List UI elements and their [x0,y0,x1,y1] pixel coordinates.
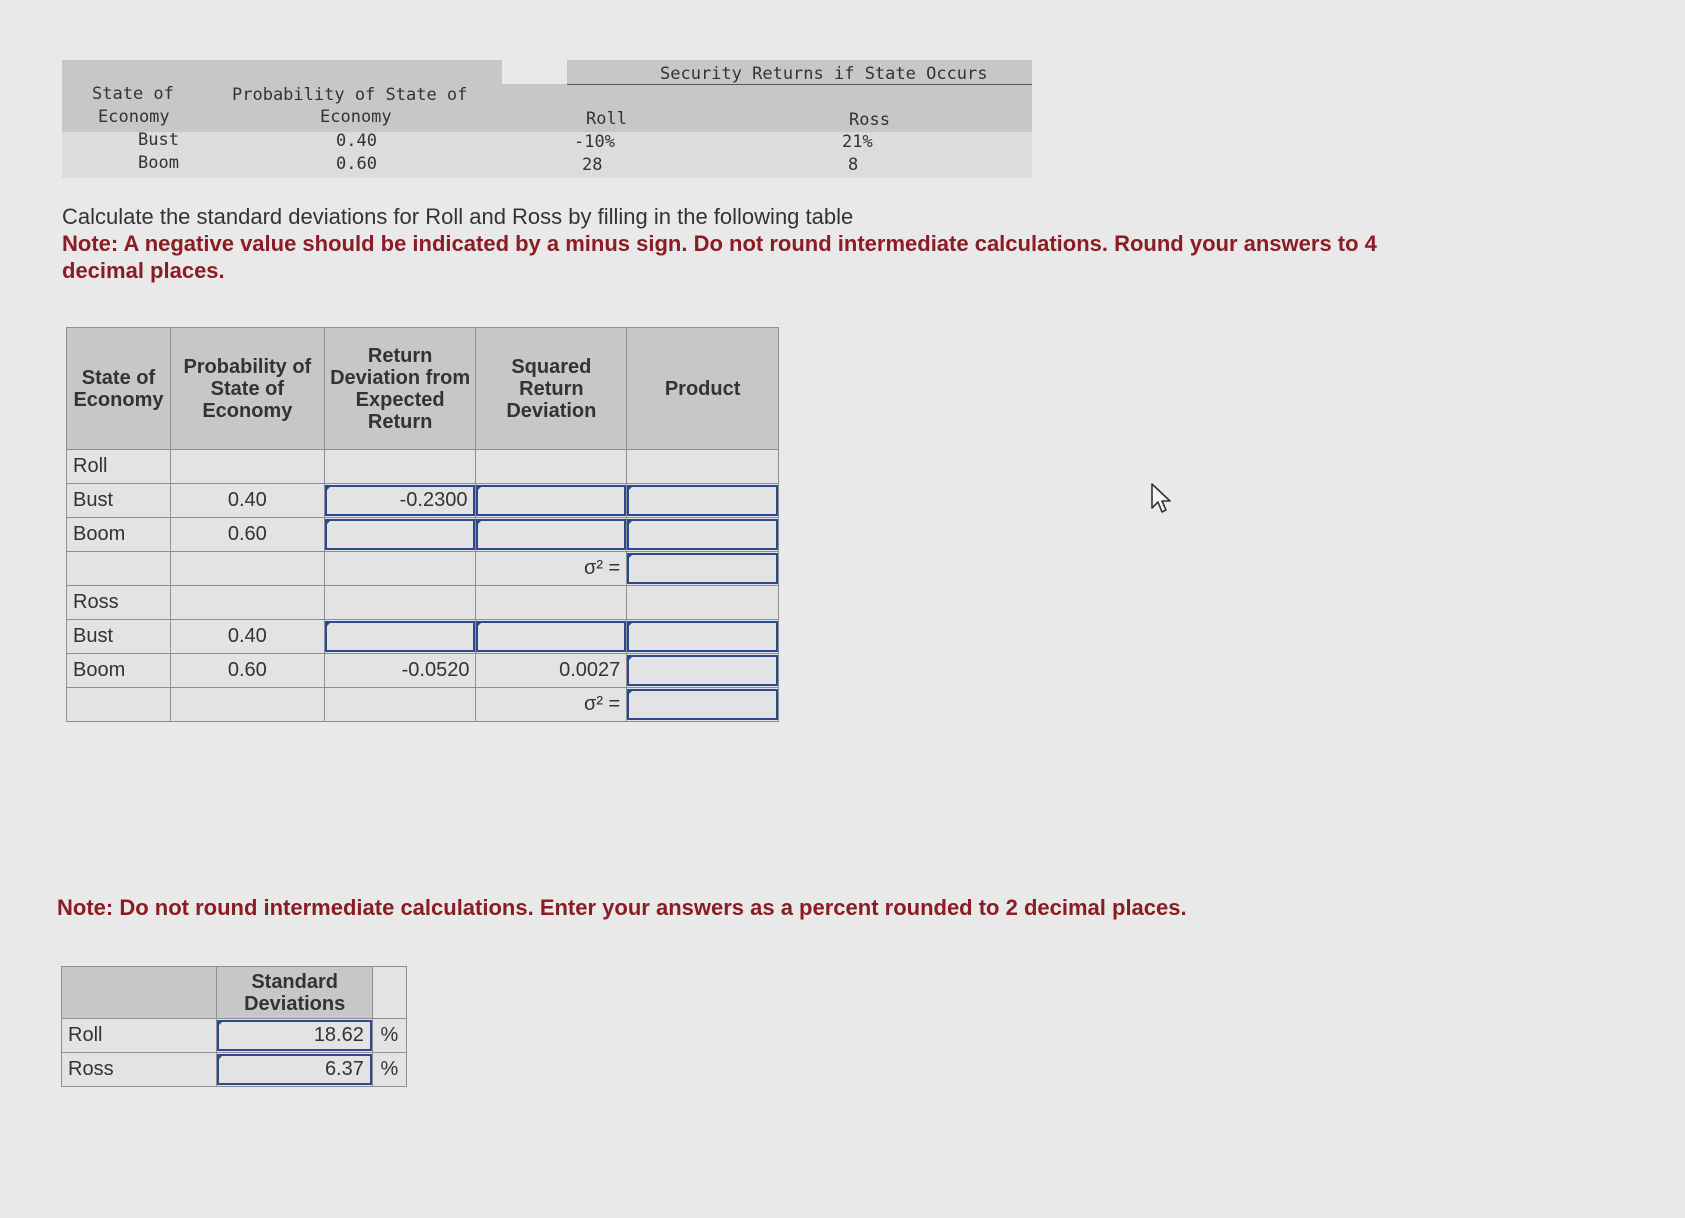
input-marker-icon [628,553,634,559]
header-row [67,328,779,450]
input-marker-icon [326,519,332,525]
std-label-roll: Roll [62,1019,217,1053]
probability-value: 0.60 [170,654,324,688]
variance-label: σ² = [476,552,627,586]
header-state: State of Economy [67,328,171,450]
col-prob-line1: Probability of State of [232,85,468,105]
ross-bust-deviation-input[interactable] [325,621,476,652]
table-row [67,552,779,586]
probability-value: 0.60 [170,518,324,552]
input-marker-icon [477,519,483,525]
section-label-roll: Roll [67,450,171,484]
header-row [62,967,407,1019]
row-roll: 28 [582,155,603,175]
header-probability: Probability of State of Economy [170,328,324,450]
mouse-pointer-icon [1150,482,1174,514]
input-marker-icon [628,485,634,491]
row-state: Boom [138,153,179,173]
col-roll: Roll [586,109,627,129]
ross-boom-product-input[interactable] [627,655,778,686]
row-prob: 0.40 [336,131,377,151]
row-ross: 21% [842,132,873,152]
header-product: Product [627,328,779,450]
table-row [67,620,779,654]
table-row [67,484,779,518]
percent-unit: % [372,1053,406,1087]
table-row [67,586,779,620]
input-marker-icon [628,519,634,525]
state-label: Bust [67,484,171,518]
instructions-note: Note: A negative value should be indicated by a minus sign. Do not round intermediate calculations. Round your answers to 4 decimal places. [62,231,1377,283]
ross-boom-squared-value: 0.0027 [476,654,627,688]
instructions-text: Calculate the standard deviations for Roll and Ross by filling in the following table [62,204,854,229]
row-prob: 0.60 [336,154,377,174]
col-state-line2: Economy [98,107,170,127]
table-row [62,1019,407,1053]
security-returns-header: Security Returns if State Occurs [660,64,988,84]
state-label: Boom [67,518,171,552]
percent-unit: % [372,1019,406,1053]
ross-boom-deviation-value: -0.0520 [324,654,476,688]
ross-bust-squared-input[interactable] [476,621,626,652]
table-row [67,688,779,722]
input-marker-icon [218,1020,224,1026]
header-divider [567,84,1032,85]
state-label: Boom [67,654,171,688]
security-returns-table [62,60,1032,178]
standard-deviation-table [61,966,407,1087]
roll-boom-squared-input[interactable] [476,519,626,550]
instructions [62,203,1462,284]
state-label: Bust [67,620,171,654]
header-standard-deviations: Standard Deviations [217,967,372,1019]
row-state: Bust [138,130,179,150]
input-marker-icon [628,621,634,627]
row-roll: -10% [574,132,615,152]
table-row [67,450,779,484]
roll-bust-deviation-input[interactable] [325,485,476,516]
col-state-line1: State of [92,84,174,104]
header-squared: Squared Return Deviation [476,328,627,450]
roll-std-dev-input[interactable] [217,1020,371,1051]
input-marker-icon [477,621,483,627]
roll-boom-deviation-input[interactable] [325,519,476,550]
ross-std-dev-input[interactable] [217,1054,371,1085]
section-label-ross: Ross [67,586,171,620]
input-marker-icon [326,485,332,491]
input-marker-icon [477,485,483,491]
probability-value: 0.40 [170,484,324,518]
row-ross: 8 [848,155,859,175]
roll-bust-squared-input[interactable] [476,485,626,516]
table-row [67,654,779,688]
variance-table [66,327,779,722]
variance-label: σ² = [476,688,627,722]
table-row [62,1053,407,1087]
input-marker-icon [628,655,634,661]
col-ross: Ross [849,110,890,130]
roll-bust-product-input[interactable] [627,485,778,516]
ross-variance-input[interactable] [627,689,778,720]
roll-boom-product-input[interactable] [627,519,778,550]
input-marker-icon [326,621,332,627]
std-label-ross: Ross [62,1053,217,1087]
input-marker-icon [628,689,634,695]
col-prob-line2: Economy [320,107,392,127]
roll-variance-input[interactable] [627,553,778,584]
probability-value: 0.40 [170,620,324,654]
ross-bust-product-input[interactable] [627,621,778,652]
table-row [67,518,779,552]
header-deviation: Return Deviation from Expected Return [324,328,476,450]
percent-note: Note: Do not round intermediate calculations. Enter your answers as a percent rounded to 2 decimal places. [57,895,1187,920]
input-marker-icon [218,1054,224,1060]
